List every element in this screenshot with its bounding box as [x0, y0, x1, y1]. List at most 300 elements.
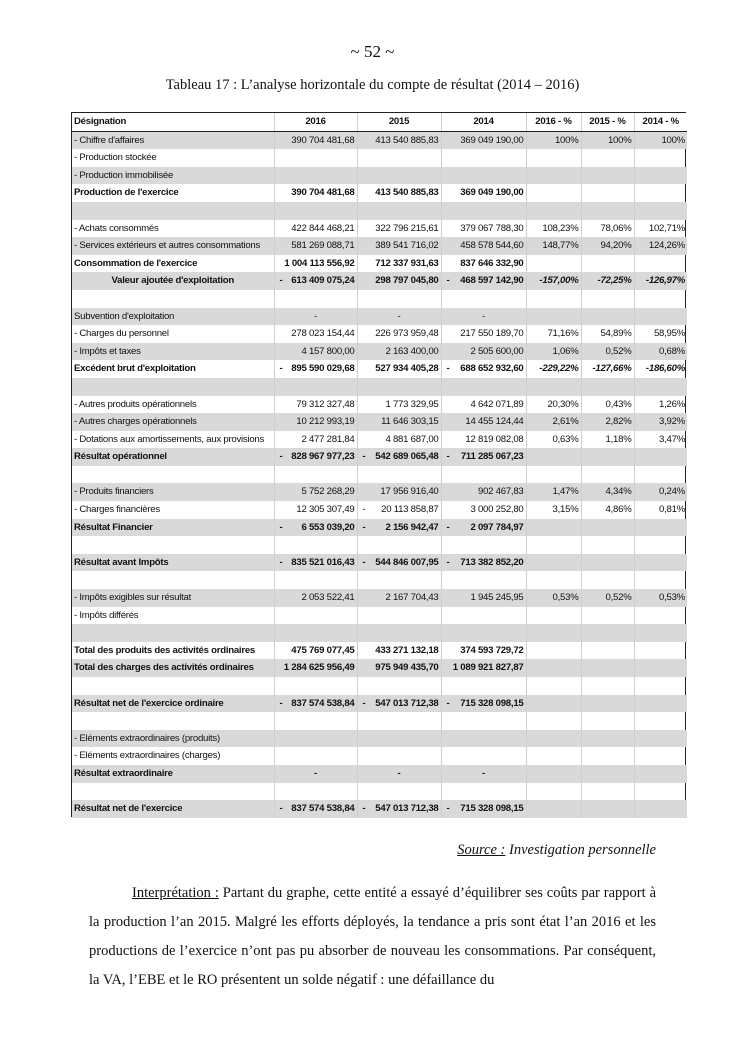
value-cell-2014 — [441, 237, 526, 255]
value-text: 369 049 190,00 — [460, 187, 524, 199]
negative-sign: - — [362, 556, 366, 568]
value-cell-2016 — [274, 466, 357, 484]
row-label — [72, 536, 274, 554]
value-cell-2016 — [274, 554, 357, 572]
negative-sign: - — [446, 556, 450, 568]
value-text: 712 337 931,63 — [375, 257, 439, 269]
row-label: - Impôts et taxes — [72, 343, 274, 361]
negative-sign: - — [279, 451, 283, 463]
value-cell-2014 — [441, 396, 526, 414]
value-text: 4 157 800,00 — [301, 345, 355, 357]
pct-cell-2015 — [581, 466, 634, 484]
header-2016: 2016 — [274, 113, 357, 131]
table-row — [72, 607, 687, 625]
value-text: 711 285 067,23 — [460, 451, 524, 463]
value-text: 298 797 045,80 — [375, 275, 439, 287]
row-label: Production de l'exercice — [74, 187, 179, 199]
value-cell-2014 — [441, 659, 526, 677]
row-label — [72, 571, 274, 589]
pct-cell-2016 — [526, 800, 581, 818]
value-text: 895 590 029,68 — [291, 363, 355, 375]
row-label: - Impôts exigibles sur résultat — [72, 589, 274, 607]
pct-cell-2015 — [581, 536, 634, 554]
pct-cell-2015 — [581, 255, 634, 273]
value-cell-2014 — [441, 554, 526, 572]
value-text: 379 067 788,30 — [460, 222, 524, 234]
table-row — [72, 642, 687, 660]
value-cell-2014 — [441, 378, 526, 396]
negative-sign: - — [279, 521, 283, 533]
value-cell-2015 — [357, 800, 441, 818]
pct-cell-2015: 78,06% — [581, 220, 634, 238]
value-cell-2016 — [274, 642, 357, 660]
value-text: 547 013 712,38 — [375, 803, 439, 815]
value-cell-2015 — [357, 149, 441, 167]
value-text: 4 642 071,89 — [470, 398, 524, 410]
negative-sign: - — [446, 697, 450, 709]
pct-cell-2015: 0,43% — [581, 396, 634, 414]
table-row — [72, 360, 687, 378]
value-text: 837 574 538,84 — [291, 803, 355, 815]
value-cell-2014: - — [441, 765, 526, 783]
value-text: 390 704 481,68 — [291, 187, 355, 199]
row-label: Consommation de l'exercice — [74, 257, 198, 269]
pct-cell-2014 — [634, 149, 687, 167]
value-cell-2014 — [441, 413, 526, 431]
row-label: - Dotations aux amortissements, aux provisions — [74, 433, 265, 445]
value-text: 2 477 281,84 — [301, 433, 355, 445]
pct-cell-2014: -126,97% — [634, 272, 687, 290]
table-row — [72, 272, 687, 290]
value-text: 713 382 852,20 — [460, 556, 524, 568]
value-cell-2015 — [357, 747, 441, 765]
header-designation: Désignation — [72, 113, 274, 131]
interpretation-text: Partant du graphe, cette entité a essayé d’équilibrer ses coûts par rapport à la production l’an 2015. Malgré les efforts déployés, la tendance a pris sont état l’an 2016 et les productions de l’exercice n’ont pas pu absorber de nouveau les consommations. Par conséquent, la VA, l’EBE et le RO présentent un solde négatif : une défaillance du — [89, 885, 657, 988]
value-cell-2016: - — [274, 765, 357, 783]
negative-sign: - — [362, 451, 366, 463]
pct-cell-2016 — [526, 747, 581, 765]
pct-cell-2014 — [634, 536, 687, 554]
value-text: 547 013 712,38 — [375, 697, 439, 709]
pct-cell-2016 — [526, 765, 581, 783]
value-cell-2015 — [357, 659, 441, 677]
value-text: 11 646 303,15 — [381, 416, 439, 428]
pct-cell-2015 — [581, 607, 634, 625]
value-cell-2016 — [274, 360, 357, 378]
table-row — [72, 343, 687, 361]
pct-cell-2015 — [581, 448, 634, 466]
value-cell-2014 — [441, 290, 526, 308]
pct-cell-2014: 102,71% — [634, 220, 687, 238]
value-text: 715 328 098,15 — [460, 803, 524, 815]
pct-cell-2016 — [526, 308, 581, 326]
value-text: 374 593 729,72 — [460, 644, 524, 656]
pct-cell-2014 — [634, 308, 687, 326]
table-row — [72, 536, 687, 554]
value-cell-2015 — [357, 202, 441, 220]
value-cell-2016 — [274, 413, 357, 431]
value-cell-2015 — [357, 325, 441, 343]
table-row — [72, 466, 687, 484]
value-cell-2016 — [274, 184, 357, 202]
value-text: 835 521 016,43 — [291, 556, 355, 568]
value-cell-2015 — [357, 554, 441, 572]
pct-cell-2014 — [634, 765, 687, 783]
value-cell-2015 — [357, 184, 441, 202]
value-text: 1 945 245,95 — [470, 592, 524, 604]
value-cell-2014 — [441, 483, 526, 501]
pct-cell-2015 — [581, 184, 634, 202]
row-label: - Production immobilisée — [72, 167, 274, 185]
table-row — [72, 747, 687, 765]
value-text: 1 773 329,95 — [385, 398, 439, 410]
row-label: - Chiffre d'affaires — [72, 131, 274, 149]
value-cell-2015: - — [357, 765, 441, 783]
value-cell-2016 — [274, 695, 357, 713]
pct-cell-2014: 1,26% — [634, 396, 687, 414]
pct-cell-2014 — [634, 624, 687, 642]
value-cell-2014 — [441, 202, 526, 220]
value-cell-2015 — [357, 220, 441, 238]
pct-cell-2014 — [634, 747, 687, 765]
negative-sign: - — [279, 697, 283, 709]
value-cell-2014 — [441, 783, 526, 801]
value-cell-2014 — [441, 431, 526, 449]
pct-cell-2016: 1,06% — [526, 343, 581, 361]
pct-cell-2014 — [634, 730, 687, 748]
value-cell-2015 — [357, 290, 441, 308]
source-note — [457, 842, 656, 859]
value-text: 468 597 142,90 — [460, 275, 524, 287]
value-text: 688 652 932,60 — [460, 363, 524, 375]
value-cell-2016 — [274, 396, 357, 414]
table-row — [72, 237, 687, 255]
value-cell-2015: - — [357, 308, 441, 326]
pct-cell-2016 — [526, 255, 581, 273]
pct-cell-2015 — [581, 149, 634, 167]
pct-cell-2015: -72,25% — [581, 272, 634, 290]
negative-sign: - — [446, 451, 450, 463]
negative-sign: - — [446, 803, 450, 815]
negative-sign: - — [446, 275, 450, 287]
pct-cell-2016 — [526, 448, 581, 466]
pct-cell-2016 — [526, 607, 581, 625]
table-row — [72, 730, 687, 748]
value-cell-2015 — [357, 360, 441, 378]
table-row — [72, 519, 687, 537]
value-cell-2015 — [357, 237, 441, 255]
pct-cell-2016 — [526, 712, 581, 730]
pct-cell-2016: 148,77% — [526, 237, 581, 255]
value-text: 1 284 625 956,49 — [283, 662, 355, 674]
pct-cell-2014: 3,47% — [634, 431, 687, 449]
value-cell-2015 — [357, 519, 441, 537]
value-cell-2014 — [441, 272, 526, 290]
table-row — [72, 413, 687, 431]
value-text: 413 540 885,83 — [375, 134, 439, 146]
value-text: 2 053 522,41 — [301, 592, 355, 604]
pct-cell-2014 — [634, 607, 687, 625]
value-text: 322 796 215,61 — [375, 222, 439, 234]
value-cell-2016 — [274, 536, 357, 554]
table-row — [72, 167, 687, 185]
header-2016-pct: 2016 - % — [526, 113, 581, 131]
pct-cell-2015 — [581, 554, 634, 572]
pct-cell-2014 — [634, 677, 687, 695]
pct-cell-2015 — [581, 624, 634, 642]
pct-cell-2016: 100% — [526, 131, 581, 149]
pct-cell-2014 — [634, 290, 687, 308]
negative-sign: - — [362, 504, 366, 516]
value-cell-2015 — [357, 483, 441, 501]
negative-sign: - — [279, 275, 283, 287]
row-label: - Eléments extraordinaires (produits) — [72, 730, 274, 748]
table-row — [72, 800, 687, 818]
pct-cell-2016: 71,16% — [526, 325, 581, 343]
row-label: - Services extérieurs et autres consommations — [72, 237, 274, 255]
pct-cell-2015: 1,18% — [581, 431, 634, 449]
value-cell-2014: - — [441, 308, 526, 326]
pct-cell-2015 — [581, 202, 634, 220]
value-cell-2016 — [274, 131, 357, 149]
value-text: 433 271 132,18 — [375, 644, 439, 656]
table-row — [72, 765, 687, 783]
value-text: 1 004 113 556,92 — [284, 257, 355, 269]
pct-cell-2014 — [634, 554, 687, 572]
value-cell-2014 — [441, 642, 526, 660]
value-cell-2016 — [274, 624, 357, 642]
value-cell-2016 — [274, 712, 357, 730]
row-label — [72, 712, 274, 730]
value-cell-2014 — [441, 712, 526, 730]
value-text: 369 049 190,00 — [460, 134, 524, 146]
value-cell-2015 — [357, 255, 441, 273]
pct-cell-2014: 3,92% — [634, 413, 687, 431]
value-cell-2016 — [274, 167, 357, 185]
value-text: 715 328 098,15 — [460, 697, 524, 709]
value-cell-2015 — [357, 272, 441, 290]
row-label: Résultat net de l'exercice — [72, 800, 274, 818]
pct-cell-2016 — [526, 730, 581, 748]
pct-cell-2014 — [634, 695, 687, 713]
row-label: - Achats consommés — [74, 222, 159, 234]
table-row — [72, 554, 687, 572]
row-label — [72, 783, 274, 801]
value-cell-2015 — [357, 501, 441, 519]
value-cell-2016 — [274, 730, 357, 748]
pct-cell-2014 — [634, 659, 687, 677]
value-cell-2015 — [357, 131, 441, 149]
row-label: Subvention d'exploitation — [72, 308, 274, 326]
pct-cell-2015: -127,66% — [581, 360, 634, 378]
value-text: 20 113 858,87 — [381, 504, 439, 516]
pct-cell-2014 — [634, 783, 687, 801]
value-text: 975 949 435,70 — [375, 662, 439, 674]
table-row — [72, 571, 687, 589]
value-text: 2 163 400,00 — [385, 345, 439, 357]
pct-cell-2016 — [526, 149, 581, 167]
value-cell-2015 — [357, 730, 441, 748]
table-row — [72, 589, 687, 607]
value-cell-2016 — [274, 677, 357, 695]
pct-cell-2014 — [634, 519, 687, 537]
pct-cell-2014 — [634, 448, 687, 466]
value-cell-2016 — [274, 519, 357, 537]
row-label: - Production stockée — [74, 152, 157, 164]
value-text: 2 505 600,00 — [470, 345, 524, 357]
value-text: 6 553 039,20 — [301, 521, 355, 533]
pct-cell-2015 — [581, 712, 634, 730]
pct-cell-2015 — [581, 378, 634, 396]
table-row — [72, 290, 687, 308]
table-row — [72, 184, 687, 202]
pct-cell-2016 — [526, 624, 581, 642]
pct-cell-2016: 2,61% — [526, 413, 581, 431]
value-cell-2015 — [357, 167, 441, 185]
value-cell-2014 — [441, 131, 526, 149]
pct-cell-2016 — [526, 554, 581, 572]
table-row — [72, 149, 687, 167]
value-cell-2016 — [274, 343, 357, 361]
value-text: 2 097 784,97 — [470, 521, 524, 533]
value-cell-2014 — [441, 343, 526, 361]
value-text: 5 752 268,29 — [301, 486, 355, 498]
pct-cell-2014: -186,60% — [634, 360, 687, 378]
value-text: 544 846 007,95 — [375, 556, 439, 568]
value-text: 837 646 332,90 — [460, 257, 524, 269]
value-cell-2014 — [441, 360, 526, 378]
value-cell-2015 — [357, 624, 441, 642]
pct-cell-2016 — [526, 167, 581, 185]
value-text: 390 704 481,68 — [291, 134, 355, 146]
table-header-row — [72, 113, 687, 131]
negative-sign: - — [362, 697, 366, 709]
pct-cell-2015 — [581, 642, 634, 660]
pct-cell-2015: 2,82% — [581, 413, 634, 431]
table-row — [72, 255, 687, 273]
pct-cell-2014: 0,68% — [634, 343, 687, 361]
table-row — [72, 308, 687, 326]
value-text: 613 409 075,24 — [291, 275, 355, 287]
value-text: 217 550 189,70 — [460, 328, 524, 340]
pct-cell-2015: 4,86% — [581, 501, 634, 519]
pct-cell-2015 — [581, 308, 634, 326]
value-cell-2014 — [441, 220, 526, 238]
value-cell-2015 — [357, 343, 441, 361]
pct-cell-2014: 0,81% — [634, 501, 687, 519]
header-2014: 2014 — [441, 113, 526, 131]
value-text: 1 089 921 827,87 — [452, 662, 524, 674]
value-text: 17 956 916,40 — [380, 486, 439, 498]
value-cell-2016 — [274, 448, 357, 466]
row-label: - Autres produits opérationnels — [74, 398, 197, 410]
table-row — [72, 202, 687, 220]
value-cell-2015 — [357, 677, 441, 695]
value-text: 12 305 307,49 — [296, 504, 355, 516]
pct-cell-2015 — [581, 677, 634, 695]
pct-cell-2016 — [526, 783, 581, 801]
value-cell-2014 — [441, 730, 526, 748]
value-text: 527 934 405,28 — [375, 363, 439, 375]
value-cell-2015 — [357, 712, 441, 730]
value-text: 2 156 942,47 — [385, 521, 439, 533]
negative-sign: - — [362, 803, 366, 815]
pct-cell-2015: 0,52% — [581, 343, 634, 361]
income-statement-table — [71, 112, 686, 817]
pct-cell-2016 — [526, 519, 581, 537]
pct-cell-2016 — [526, 695, 581, 713]
value-text: 581 269 088,71 — [291, 240, 355, 252]
value-text: 542 689 065,48 — [375, 451, 439, 463]
value-cell-2016 — [274, 483, 357, 501]
row-label — [72, 624, 274, 642]
value-cell-2016 — [274, 747, 357, 765]
row-label: - Eléments extraordinaires (charges) — [74, 750, 221, 762]
row-label — [72, 378, 274, 396]
negative-sign: - — [362, 521, 366, 533]
pct-cell-2016 — [526, 290, 581, 308]
pct-cell-2016: -229,22% — [526, 360, 581, 378]
value-cell-2016 — [274, 378, 357, 396]
pct-cell-2014 — [634, 642, 687, 660]
value-cell-2014 — [441, 589, 526, 607]
value-cell-2016 — [274, 659, 357, 677]
value-cell-2014 — [441, 149, 526, 167]
page-number: ~ 52 ~ — [350, 42, 395, 61]
value-cell-2014 — [441, 325, 526, 343]
value-text: 2 167 704,43 — [385, 592, 439, 604]
pct-cell-2016: 0,63% — [526, 431, 581, 449]
pct-cell-2015: 94,20% — [581, 237, 634, 255]
pct-cell-2015 — [581, 747, 634, 765]
table-row — [72, 431, 687, 449]
table-row — [72, 695, 687, 713]
value-cell-2015 — [357, 378, 441, 396]
value-cell-2014 — [441, 624, 526, 642]
value-cell-2015 — [357, 396, 441, 414]
value-text: 389 541 716,02 — [375, 240, 439, 252]
value-text: 79 312 327,48 — [296, 398, 355, 410]
header-2015-pct: 2015 - % — [581, 113, 634, 131]
interpretation-label: Interprétation : — [132, 885, 219, 901]
pct-cell-2015 — [581, 519, 634, 537]
value-cell-2015 — [357, 571, 441, 589]
pct-cell-2014 — [634, 800, 687, 818]
value-cell-2015 — [357, 607, 441, 625]
value-text: 226 973 959,48 — [375, 328, 439, 340]
header-2014-pct: 2014 - % — [634, 113, 687, 131]
value-cell-2016 — [274, 800, 357, 818]
pct-cell-2016 — [526, 677, 581, 695]
pct-cell-2015: 54,89% — [581, 325, 634, 343]
value-cell-2016 — [274, 255, 357, 273]
value-cell-2016 — [274, 501, 357, 519]
value-cell-2015 — [357, 536, 441, 554]
table-row — [72, 325, 687, 343]
row-label: - Autres charges opérationnels — [72, 413, 274, 431]
header-2015: 2015 — [357, 113, 441, 131]
pct-cell-2016: 108,23% — [526, 220, 581, 238]
pct-cell-2015 — [581, 783, 634, 801]
value-cell-2016 — [274, 220, 357, 238]
pct-cell-2016 — [526, 642, 581, 660]
pct-cell-2015 — [581, 800, 634, 818]
row-label: Résultat opérationnel — [72, 448, 274, 466]
pct-cell-2015: 0,52% — [581, 589, 634, 607]
row-label — [72, 677, 274, 695]
pct-cell-2014 — [634, 571, 687, 589]
row-label — [72, 290, 274, 308]
